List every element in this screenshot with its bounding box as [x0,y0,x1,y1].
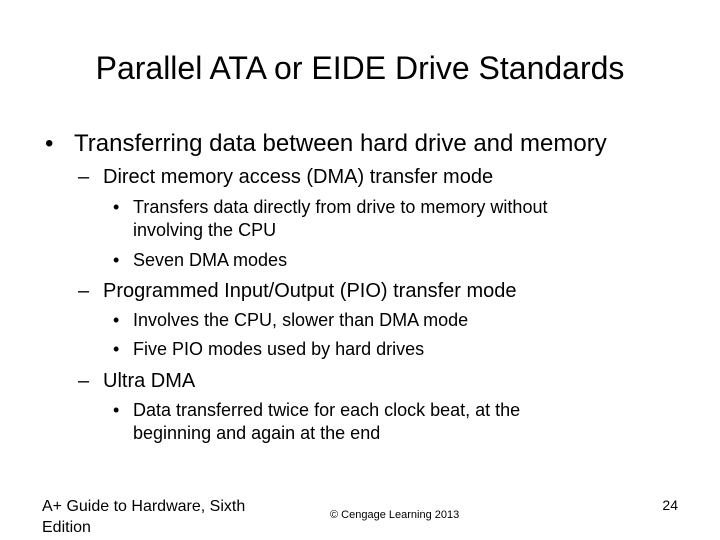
sub-sub-bullet-marker: • [113,400,120,420]
sub-sub-bullet-marker: • [113,310,120,330]
sub-sub-bullet-text: Seven DMA modes [133,250,288,270]
sub-sub-bullet-text: Five PIO modes used by hard drives [133,339,425,359]
footer-book-title: A+ Guide to Hardware, Sixth Edition [42,498,246,536]
sub-sub-bullet-marker: • [113,339,120,359]
sub-sub-bullet-text: Transfers data directly from drive to memory without [133,197,548,217]
sub-sub-bullet-continuation: involving the CPU [133,220,277,240]
sub-sub-bullet-text: Data transferred twice for each clock beat, at the [133,400,521,420]
slide-title: Parallel ATA or EIDE Drive Standards [95,50,625,86]
sub-bullet-marker: – [78,280,90,302]
sub-bullet-marker: – [78,166,90,188]
sub-sub-bullet-marker: • [113,197,120,217]
sub-sub-bullet-continuation: beginning and again at the end [133,423,381,443]
footer-copyright: © Cengage Learning 2013 [330,509,460,521]
sub-sub-bullet-marker: • [113,250,120,270]
bullet-text: Transferring data between hard drive and memory [74,130,607,157]
sub-bullet-text: Programmed Input/Output (PIO) transfer mode [103,280,517,302]
sub-bullet-marker: – [78,370,90,392]
sub-bullet-text: Direct memory access (DMA) transfer mode [103,166,494,188]
sub-sub-bullet-text: Involves the CPU, slower than DMA mode [133,310,469,330]
slide-number: 24 [662,497,678,513]
sub-bullet-text: Ultra DMA [103,370,196,392]
bullet-marker: • [45,130,54,157]
